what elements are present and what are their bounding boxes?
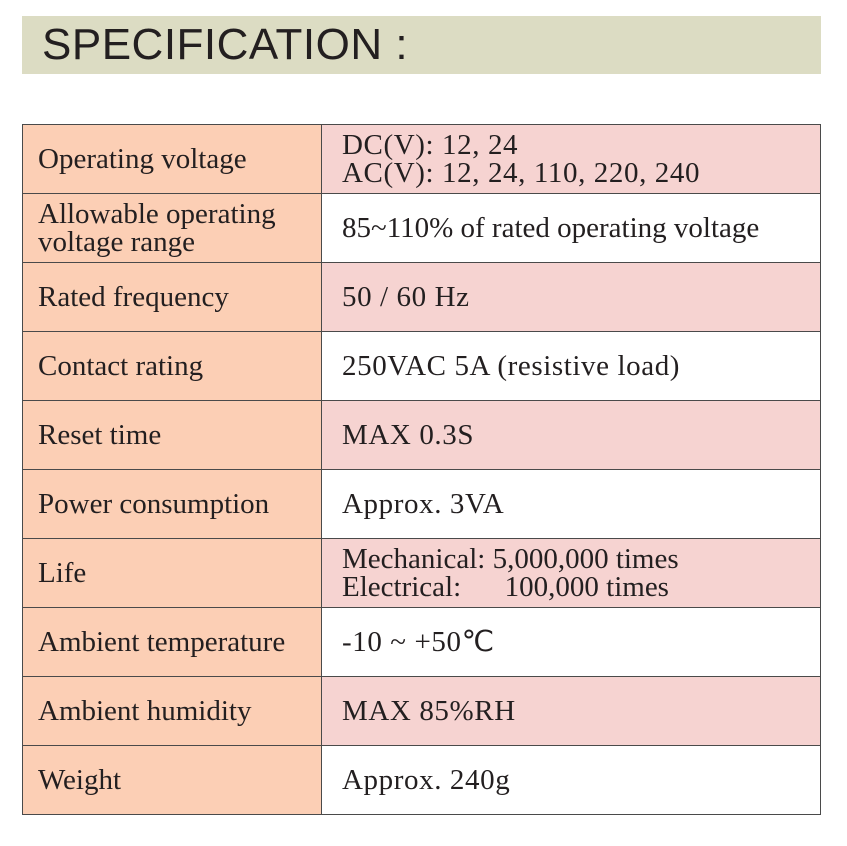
spec-label: [23, 677, 322, 746]
spec-label: [23, 746, 322, 815]
spec-value: [322, 401, 821, 470]
table-row-life: [23, 539, 821, 608]
table-row-weight: [23, 746, 821, 815]
spec-value: [322, 746, 821, 815]
spec-value: [322, 608, 821, 677]
table-row-contact-rating: [23, 332, 821, 401]
page-title: SPECIFICATION :: [42, 20, 409, 69]
spec-value: [322, 539, 821, 608]
spec-label-line: Power consumption: [38, 487, 270, 520]
table-row-ambient-humidity: [23, 677, 821, 746]
spec-value: [322, 194, 821, 263]
spec-value: [322, 332, 821, 401]
spec-label: [23, 539, 322, 608]
spec-value-line: Approx. 3VA: [342, 487, 505, 520]
spec-label-line: Contact rating: [38, 349, 204, 382]
table-row-reset-time: [23, 401, 821, 470]
spec-value-line: AC(V): 12, 24, 110, 220, 240: [342, 157, 701, 189]
spec-value: [322, 677, 821, 746]
spec-value-line: 50 / 60 Hz: [342, 280, 470, 313]
table-row-operating-voltage: [23, 125, 821, 194]
spec-label-line: Ambient humidity: [38, 694, 252, 727]
spec-label: [23, 470, 322, 539]
spec-value-line: Mechanical: 5,000,000 times: [342, 543, 679, 575]
table-row-ambient-temperature: [23, 608, 821, 677]
table-row-rated-frequency: [23, 263, 821, 332]
table-row-power-consumption: [23, 470, 821, 539]
spec-label-line: Allowable operating: [38, 198, 276, 230]
spec-label: [23, 263, 322, 332]
title-bar: [22, 16, 821, 74]
spec-value-line: Approx. 240g: [342, 763, 511, 796]
spec-label: [23, 401, 322, 470]
spec-value: [322, 125, 821, 194]
table-row-allowable-voltage-range: [23, 194, 821, 263]
spec-label-line: Reset time: [38, 418, 162, 451]
spec-label: [23, 608, 322, 677]
spec-value-line: 250VAC 5A (resistive load): [342, 349, 681, 382]
spec-label-line: Weight: [38, 763, 122, 796]
spec-label-line: Rated frequency: [38, 280, 229, 313]
spec-label-line: Life: [38, 556, 87, 589]
spec-label-line: Operating voltage: [38, 142, 247, 175]
spec-value: [322, 470, 821, 539]
spec-label: [23, 125, 322, 194]
spec-label: [23, 194, 322, 263]
spec-label-line: voltage range: [38, 226, 196, 258]
spec-value-line: MAX 0.3S: [342, 418, 475, 451]
spec-value-line: -10 ~ +50℃: [342, 625, 495, 658]
spec-label: [23, 332, 322, 401]
spec-value-line: 85~110% of rated operating voltage: [342, 211, 760, 244]
spec-value-line: DC(V): 12, 24: [342, 129, 519, 161]
spec-value-line: MAX 85%RH: [342, 694, 516, 727]
spec-label-line: Ambient temperature: [38, 625, 286, 658]
spec-table: [22, 124, 821, 815]
spec-value-line: Electrical: 100,000 times: [342, 571, 669, 603]
spec-value: [322, 263, 821, 332]
